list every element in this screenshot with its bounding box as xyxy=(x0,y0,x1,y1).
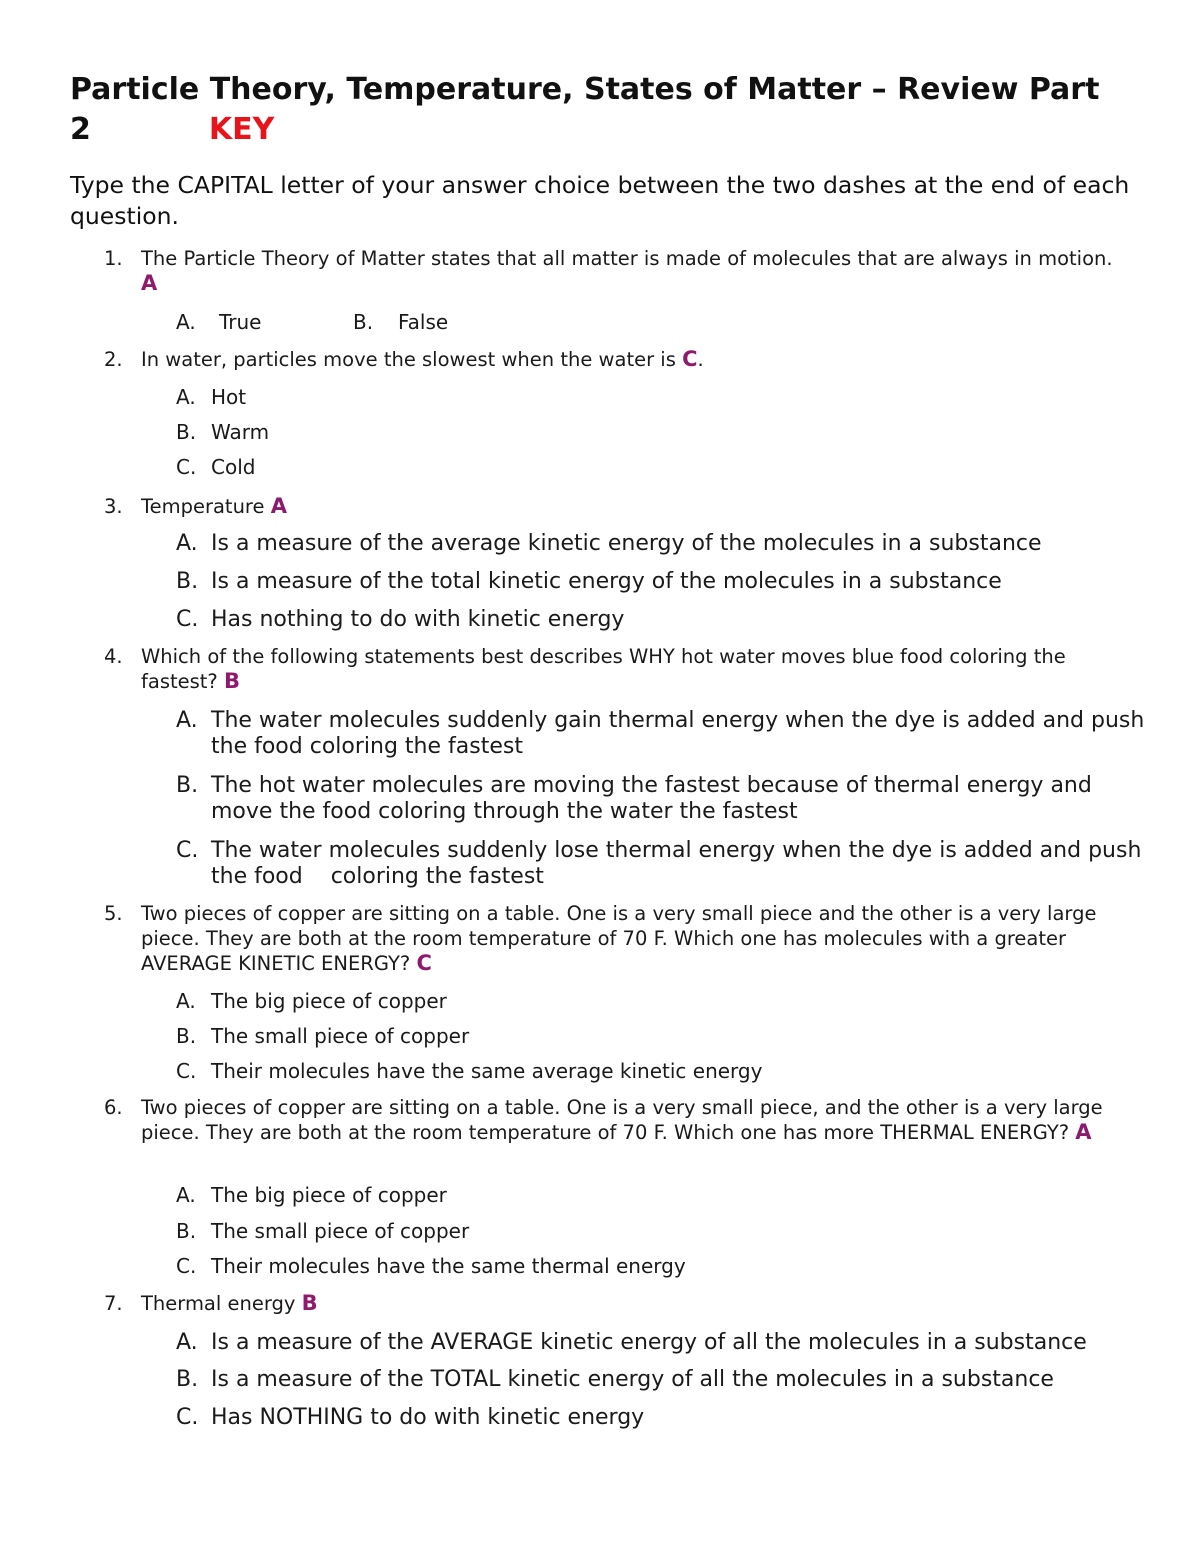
option-letter: B. xyxy=(176,1024,197,1048)
option-letter: B. xyxy=(176,1367,199,1392)
option-text: Has nothing to do with kinetic energy xyxy=(211,607,625,632)
question-number: 6. xyxy=(104,1096,123,1119)
option-text: Is a measure of the AVERAGE kinetic energy of all the molecules in a substance xyxy=(211,1330,1087,1355)
answer-letter: C xyxy=(682,347,698,371)
question-text: Two pieces of copper are sitting on a table. One is a very small piece, and the other is a very large piece. They are both at the room temperature of 70 F. Which one has more THERMAL ENERGY? A xyxy=(141,1096,1103,1144)
page-title xyxy=(70,70,1170,150)
title-text: Particle Theory, Temperature, States of Matter – Review Part 2 xyxy=(70,72,1100,147)
option-letter: A. xyxy=(176,531,198,556)
question-text: Two pieces of copper are sitting on a table. One is a very small piece and the other is a very large piece. They are both at the room temperature of 70 F. Which one has molecules with a greater AVERAGE KINETIC ENERGY? C xyxy=(141,902,1097,975)
option-letter: B. xyxy=(353,310,374,334)
question-number: 5. xyxy=(104,902,123,925)
option-text: Their molecules have the same thermal energy xyxy=(211,1254,686,1278)
answer-letter: A xyxy=(270,494,287,518)
option-letter: A. xyxy=(176,385,196,409)
question-text: The Particle Theory of Matter states that all matter is made of molecules that are always in motion. A xyxy=(141,247,1113,295)
answer-letter: C xyxy=(416,951,432,975)
option-letter: B. xyxy=(176,773,199,798)
answer-letter: A xyxy=(141,271,158,295)
option-text: False xyxy=(398,310,449,334)
option-letter: C. xyxy=(176,838,199,863)
answer-letter: B xyxy=(223,669,240,693)
option-letter: A. xyxy=(176,708,198,733)
question-number: 3. xyxy=(104,495,123,518)
question-text: Thermal energy B xyxy=(141,1291,318,1315)
option-text: Warm xyxy=(211,420,270,444)
option-letter: B. xyxy=(176,1219,197,1243)
instructions: Type the CAPITAL letter of your answer choice between the two dashes at the end of each question. xyxy=(70,171,1130,230)
question-number: 1. xyxy=(104,247,123,270)
option-text: The water molecules suddenly gain thermal energy when the dye is added and push the food coloring the fastest xyxy=(211,708,1145,759)
option-text: True xyxy=(219,310,262,334)
option-text: Is a measure of the TOTAL kinetic energy of all the molecules in a substance xyxy=(211,1367,1054,1392)
option-letter: C. xyxy=(176,455,197,479)
question-number: 7. xyxy=(104,1292,123,1315)
option-letter: C. xyxy=(176,1059,197,1083)
key-label: KEY xyxy=(208,112,275,147)
option-text: Cold xyxy=(211,455,256,479)
option-letter: C. xyxy=(176,607,199,632)
option-letter: A. xyxy=(176,989,196,1013)
option-text: Their molecules have the same average kinetic energy xyxy=(211,1059,763,1083)
option-text: The big piece of copper xyxy=(211,989,447,1013)
option-text: Is a measure of the total kinetic energy of the molecules in a substance xyxy=(211,569,1002,594)
option-text: The hot water molecules are moving the fastest because of thermal energy and move the food coloring through the water the fastest xyxy=(211,773,1092,824)
answer-letter: A xyxy=(1075,1120,1092,1144)
option-text: Is a measure of the average kinetic energy of the molecules in a substance xyxy=(211,531,1042,556)
option-letter: B. xyxy=(176,569,199,594)
option-letter: C. xyxy=(176,1405,199,1430)
question-text: Temperature A xyxy=(141,494,287,518)
question-text: In water, particles move the slowest when the water is C. xyxy=(141,347,704,371)
question-number: 2. xyxy=(104,348,123,371)
answer-letter: B xyxy=(301,1291,318,1315)
option-text: The small piece of copper xyxy=(211,1024,470,1048)
option-letter: A. xyxy=(176,1330,198,1355)
option-letter: A. xyxy=(176,310,196,334)
option-letter: C. xyxy=(176,1254,197,1278)
question-text: Which of the following statements best describes WHY hot water moves blue food coloring the fastest? B xyxy=(141,645,1066,693)
option-text: Hot xyxy=(211,385,247,409)
option-text: The water molecules suddenly lose thermal energy when the dye is added and push the food coloring the fastest xyxy=(211,838,1149,889)
option-text: The small piece of copper xyxy=(211,1219,470,1243)
option-letter: A. xyxy=(176,1183,196,1207)
option-text: The big piece of copper xyxy=(211,1183,447,1207)
option-text: Has NOTHING to do with kinetic energy xyxy=(211,1405,645,1430)
question-number: 4. xyxy=(104,645,123,668)
option-letter: B. xyxy=(176,420,197,444)
